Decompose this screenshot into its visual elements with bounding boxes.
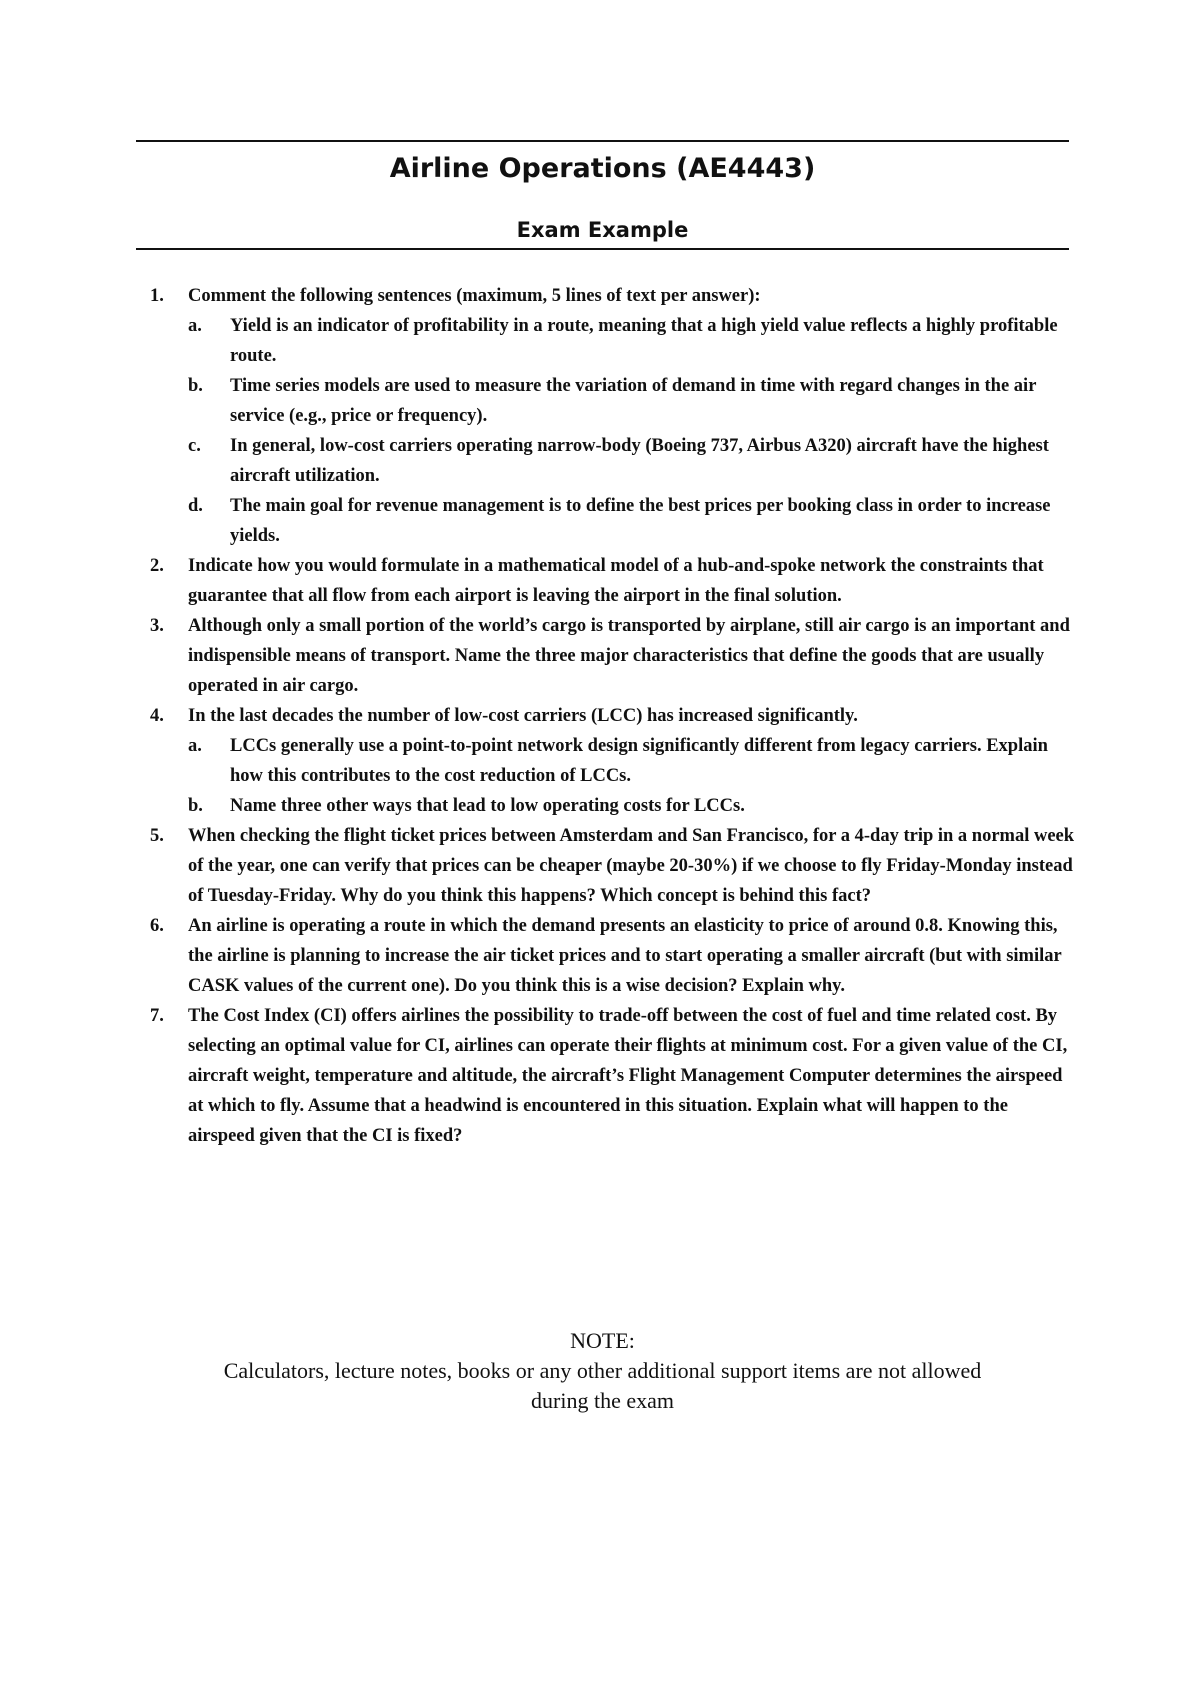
- question-number: 1.: [150, 286, 164, 306]
- question-text: The Cost Index (CI) offers airlines the possibility to trade-off between the cost of fuel and time related cost. By selecting an optimal value for CI, airlines can operate their flights at minimum cost. For a given value of the CI, aircraft weight, temperature and altitude, the aircraft’s Flight Management Computer determines the airspeed at which to fly. Assume that a headwind is encountered in this situation. Explain what will happen to the airspeed given that the CI is fixed?: [188, 1006, 1068, 1146]
- sub-question-4a: [188, 731, 1076, 791]
- question-number: 6.: [150, 916, 164, 936]
- question-number: 3.: [150, 616, 164, 636]
- bottom-rule: [136, 248, 1069, 250]
- question-3: [136, 611, 1076, 701]
- sub-question-text: In general, low-cost carriers operating narrow-body (Boeing 737, Airbus A320) aircraft have the highest aircraft utilization.: [230, 436, 1049, 486]
- question-text: When checking the flight ticket prices between Amsterdam and San Francisco, for a 4-day trip in a normal week of the year, one can verify that prices can be cheaper (maybe 20-30%) if we choose to fly Friday-Monday instead of Tuesday-Friday. Why do you think this happens? Which concept is behind this fact?: [188, 826, 1075, 906]
- question-number: 2.: [150, 556, 164, 576]
- sub-question-letter: a.: [188, 316, 202, 336]
- sub-question-list: [188, 731, 1076, 821]
- exam-note: [136, 1326, 1069, 1416]
- question-6: [136, 911, 1076, 1001]
- question-1: [136, 281, 1076, 551]
- sub-question-text: LCCs generally use a point-to-point network design significantly different from legacy carriers. Explain how this contributes to the cost reduction of LCCs.: [230, 736, 1048, 786]
- sub-question-letter: c.: [188, 436, 201, 456]
- document-subtitle: Exam Example: [516, 218, 689, 242]
- note-heading: NOTE:: [570, 1328, 635, 1353]
- sub-question-text: The main goal for revenue management is to define the best prices per booking class in order to increase yields.: [230, 496, 1051, 546]
- sub-question-text: Yield is an indicator of profitability in a route, meaning that a high yield value reflects a highly profitable route.: [230, 316, 1058, 366]
- sub-question-letter: b.: [188, 376, 203, 396]
- question-text: Comment the following sentences (maximum, 5 lines of text per answer):: [188, 286, 761, 306]
- note-line-2: during the exam: [531, 1388, 674, 1413]
- question-number: 5.: [150, 826, 164, 846]
- question-text: In the last decades the number of low-cost carriers (LCC) has increased significantly.: [188, 706, 858, 726]
- question-number: 7.: [150, 1006, 164, 1026]
- sub-question-1d: [188, 491, 1076, 551]
- sub-question-list: [188, 311, 1076, 551]
- question-list: [136, 281, 1076, 1151]
- question-5: [136, 821, 1076, 911]
- question-number: 4.: [150, 706, 164, 726]
- document-title: Airline Operations (AE4443): [389, 153, 816, 184]
- question-7: [136, 1001, 1076, 1151]
- sub-question-text: Name three other ways that lead to low operating costs for LCCs.: [230, 796, 745, 816]
- sub-question-letter: a.: [188, 736, 202, 756]
- question-2: [136, 551, 1076, 611]
- sub-question-1c: [188, 431, 1076, 491]
- top-rule: [136, 140, 1069, 142]
- question-4: [136, 701, 1076, 821]
- sub-question-letter: b.: [188, 796, 203, 816]
- question-text: Although only a small portion of the world’s cargo is transported by airplane, still air cargo is an important and indispensible means of transport. Name the three major characteristics that define the goods that are usually operated in air cargo.: [188, 616, 1070, 696]
- sub-question-text: Time series models are used to measure the variation of demand in time with regard changes in the air service (e.g., price or frequency).: [230, 376, 1037, 426]
- question-text: Indicate how you would formulate in a mathematical model of a hub-and-spoke network the constraints that guarantee that all flow from each airport is leaving the airport in the final solution.: [188, 556, 1044, 606]
- sub-question-letter: d.: [188, 496, 203, 516]
- note-line-1: Calculators, lecture notes, books or any other additional support items are not allowed: [223, 1358, 982, 1383]
- sub-question-1a: [188, 311, 1076, 371]
- sub-question-1b: [188, 371, 1076, 431]
- question-text: An airline is operating a route in which the demand presents an elasticity to price of around 0.8. Knowing this, the airline is planning to increase the air ticket prices and to start operating a smaller aircraft (but with similar CASK values of the current one). Do you think this is a wise decision? Explain why.: [188, 916, 1062, 996]
- sub-question-4b: [188, 791, 1076, 821]
